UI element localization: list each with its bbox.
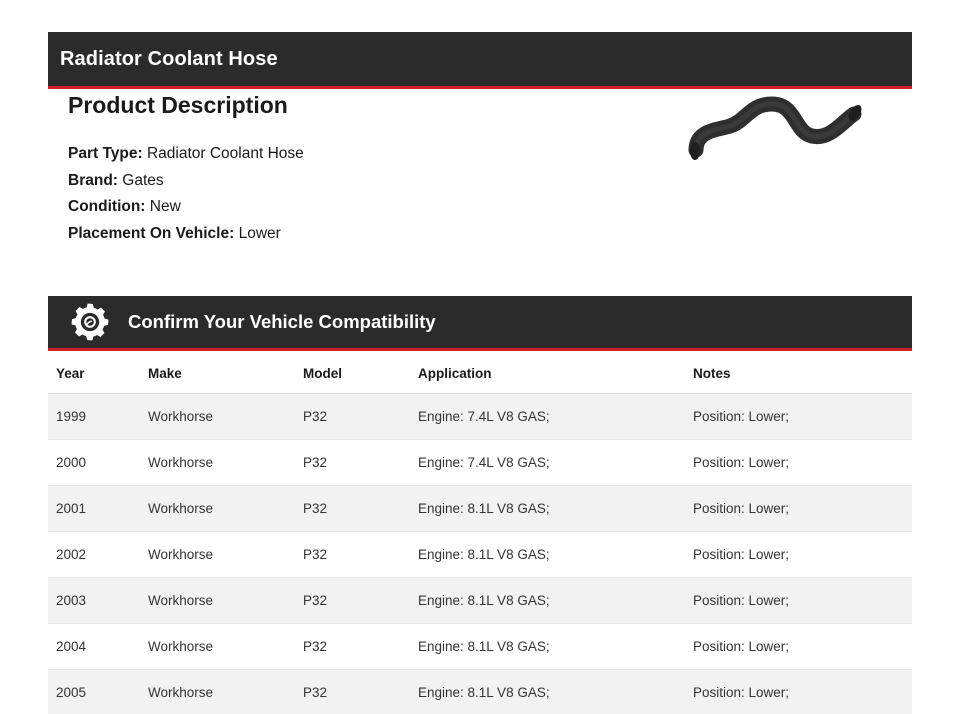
cell-year: 2001: [48, 486, 148, 532]
table-row: [48, 440, 912, 486]
section-heading-product-description: Product Description: [68, 92, 288, 118]
cell-make: Workhorse: [148, 578, 303, 624]
cell-model: P32: [303, 670, 418, 714]
compatibility-header-bar: [48, 296, 912, 351]
table-row: [48, 532, 912, 578]
cell-application: Engine: 8.1L V8 GAS;: [418, 624, 693, 670]
cell-notes: Position: Lower;: [693, 532, 912, 578]
table-row: [48, 670, 912, 714]
cell-application: Engine: 7.4L V8 GAS;: [418, 440, 693, 486]
product-title-bar: [48, 32, 912, 89]
table-row: [48, 486, 912, 532]
cell-application: Engine: 8.1L V8 GAS;: [418, 578, 693, 624]
table-header: [48, 354, 912, 394]
spec-label: Condition:: [68, 198, 146, 215]
gear-icon: [70, 302, 110, 342]
spec-value: Gates: [122, 171, 164, 189]
column-header-year: Year: [48, 354, 148, 394]
page-title: Radiator Coolant Hose: [60, 47, 278, 70]
cell-make: Workhorse: [148, 486, 303, 532]
cell-year: 1999: [48, 394, 148, 440]
table-header-row: [48, 354, 912, 394]
spec-row-placement: [68, 221, 912, 248]
radiator-hose-illustration: [684, 92, 874, 172]
cell-notes: Position: Lower;: [693, 624, 912, 670]
cell-year: 2003: [48, 578, 148, 624]
spec-row-condition: [68, 194, 912, 221]
table-row: [48, 394, 912, 440]
cell-notes: Position: Lower;: [693, 394, 912, 440]
spec-label: Brand:: [68, 171, 118, 189]
cell-model: P32: [303, 624, 418, 670]
cell-make: Workhorse: [148, 624, 303, 670]
cell-model: P32: [303, 440, 418, 486]
cell-application: Engine: 8.1L V8 GAS;: [418, 670, 693, 714]
compatibility-title: Confirm Your Vehicle Compatibility: [128, 311, 436, 332]
cell-make: Workhorse: [148, 394, 303, 440]
spec-value: Radiator Coolant Hose: [146, 145, 304, 162]
cell-year: 2002: [48, 532, 148, 578]
compatibility-table: [48, 354, 912, 714]
cell-application: Engine: 7.4L V8 GAS;: [418, 394, 693, 440]
cell-notes: Position: Lower;: [693, 670, 912, 714]
spec-value: New: [149, 198, 181, 215]
column-header-model: Model: [303, 354, 418, 394]
spec-value: Lower: [238, 224, 281, 242]
table-row: [48, 578, 912, 624]
cell-year: 2005: [48, 670, 148, 714]
spec-label: Part Type:: [68, 145, 143, 162]
cell-notes: Position: Lower;: [693, 486, 912, 532]
cell-model: P32: [303, 578, 418, 624]
cell-model: P32: [303, 532, 418, 578]
cell-make: Workhorse: [148, 670, 303, 714]
cell-notes: Position: Lower;: [693, 578, 912, 624]
table-row: [48, 624, 912, 670]
cell-notes: Position: Lower;: [693, 440, 912, 486]
column-header-application: Application: [418, 354, 693, 394]
product-description-section: [48, 92, 912, 247]
cell-year: 2004: [48, 624, 148, 670]
cell-make: Workhorse: [148, 440, 303, 486]
column-header-make: Make: [148, 354, 303, 394]
cell-year: 2000: [48, 440, 148, 486]
table-body: [48, 394, 912, 714]
cell-model: P32: [303, 394, 418, 440]
cell-make: Workhorse: [148, 532, 303, 578]
column-header-notes: Notes: [693, 354, 912, 394]
cell-application: Engine: 8.1L V8 GAS;: [418, 532, 693, 578]
cell-application: Engine: 8.1L V8 GAS;: [418, 486, 693, 532]
cell-model: P32: [303, 486, 418, 532]
spec-label: Placement On Vehicle:: [68, 224, 235, 242]
